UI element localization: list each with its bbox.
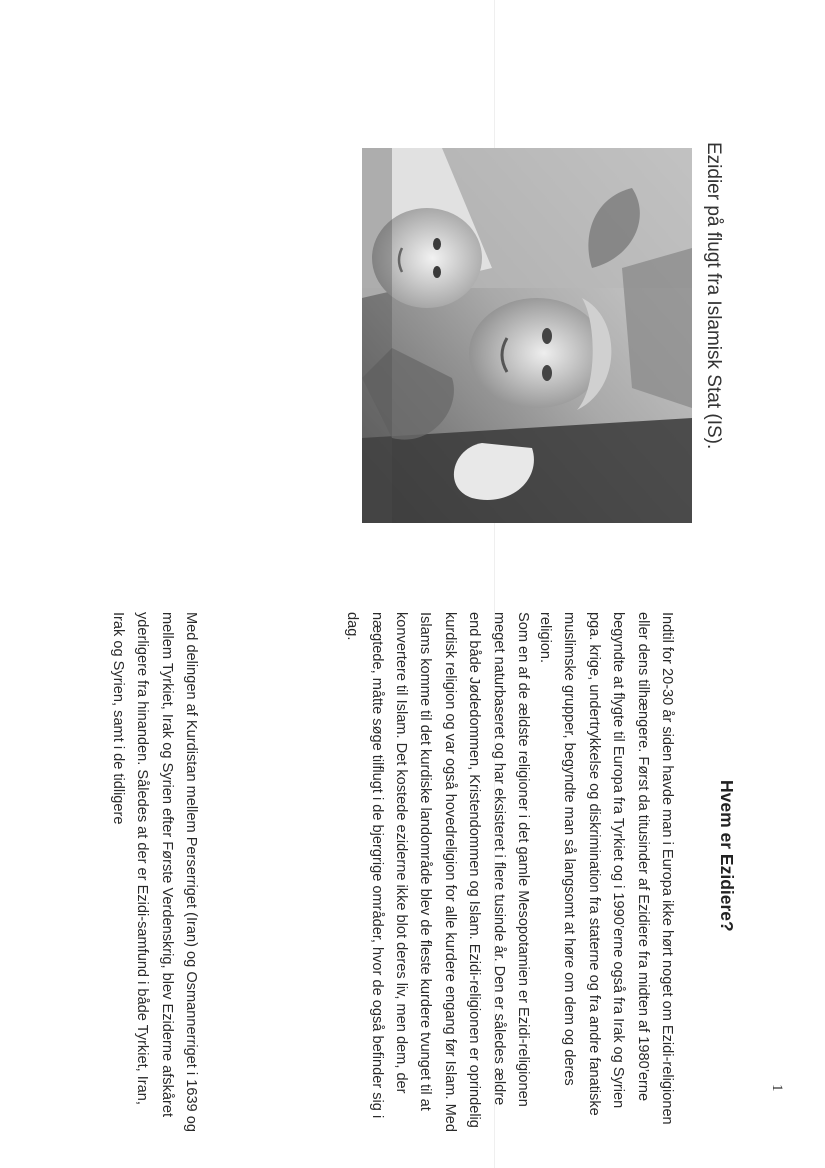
refugee-photo-image (362, 148, 692, 523)
page-number: 1 (769, 1084, 785, 1092)
paragraph (340, 612, 535, 1132)
paragraph (105, 612, 203, 1132)
paragraph-text: Indtil for 20-30 år siden havde man i Europa ikke hørt noget om Ezidi-religionen eller dens tilhængere. Først da titusinder af Ezidiere fra midten af 1980’erne begyndte at flygte til Europa fra Tyrkiet og i 1990’erne også fra Irak og Syrien pga. krige, undertrykkelse og diskrimination fra staterne og fra andre fanatiske muslimske grupper, begyndte man så langsomt at høre om dem og deres religion. (536, 612, 675, 1125)
paragraph (533, 612, 679, 1132)
photo-caption: Ezidier på flugt fra Islamisk Stat (IS). (703, 142, 724, 450)
refugee-photo (362, 148, 692, 523)
page-heading: Hvem er Ezidiere? (717, 780, 737, 932)
paragraph-text: Som en af de ældste religioner i det gamle Mesopotamien er Ezidi-religionen meget naturbaseret og har eksisteret i flere tusinde år. Den er således ældre end både Jødedommen, Kristendommen og Islam. Ezidi-religionen er oprindelig kurdisk religion og var også hovedreligion for alle kurdere engang før Islam. Med Islams komme til det kurdiske landområde blev de fleste kurdere tvunget til at konvertere til Islam. Det kostede eziderne ikke blot deres liv, men dem, der nægtede, måtte søge tilflugt i de bjergrige områder, hvor de også befinder sig i dag. (344, 612, 531, 1132)
paragraph-text: Med delingen af Kurdistan mellem Perserriget (Iran) og Osmannerriget i 1639 og mellem Tyrkiet, Irak og Syrien efter Første Verdenskrig, blev Eziderne afskåret yderligere fra hinanden. Således at der er Ezidi-samfund i både Tyrkiet, Iran, Irak og Syrien, samt i de tidligere (109, 612, 199, 1132)
